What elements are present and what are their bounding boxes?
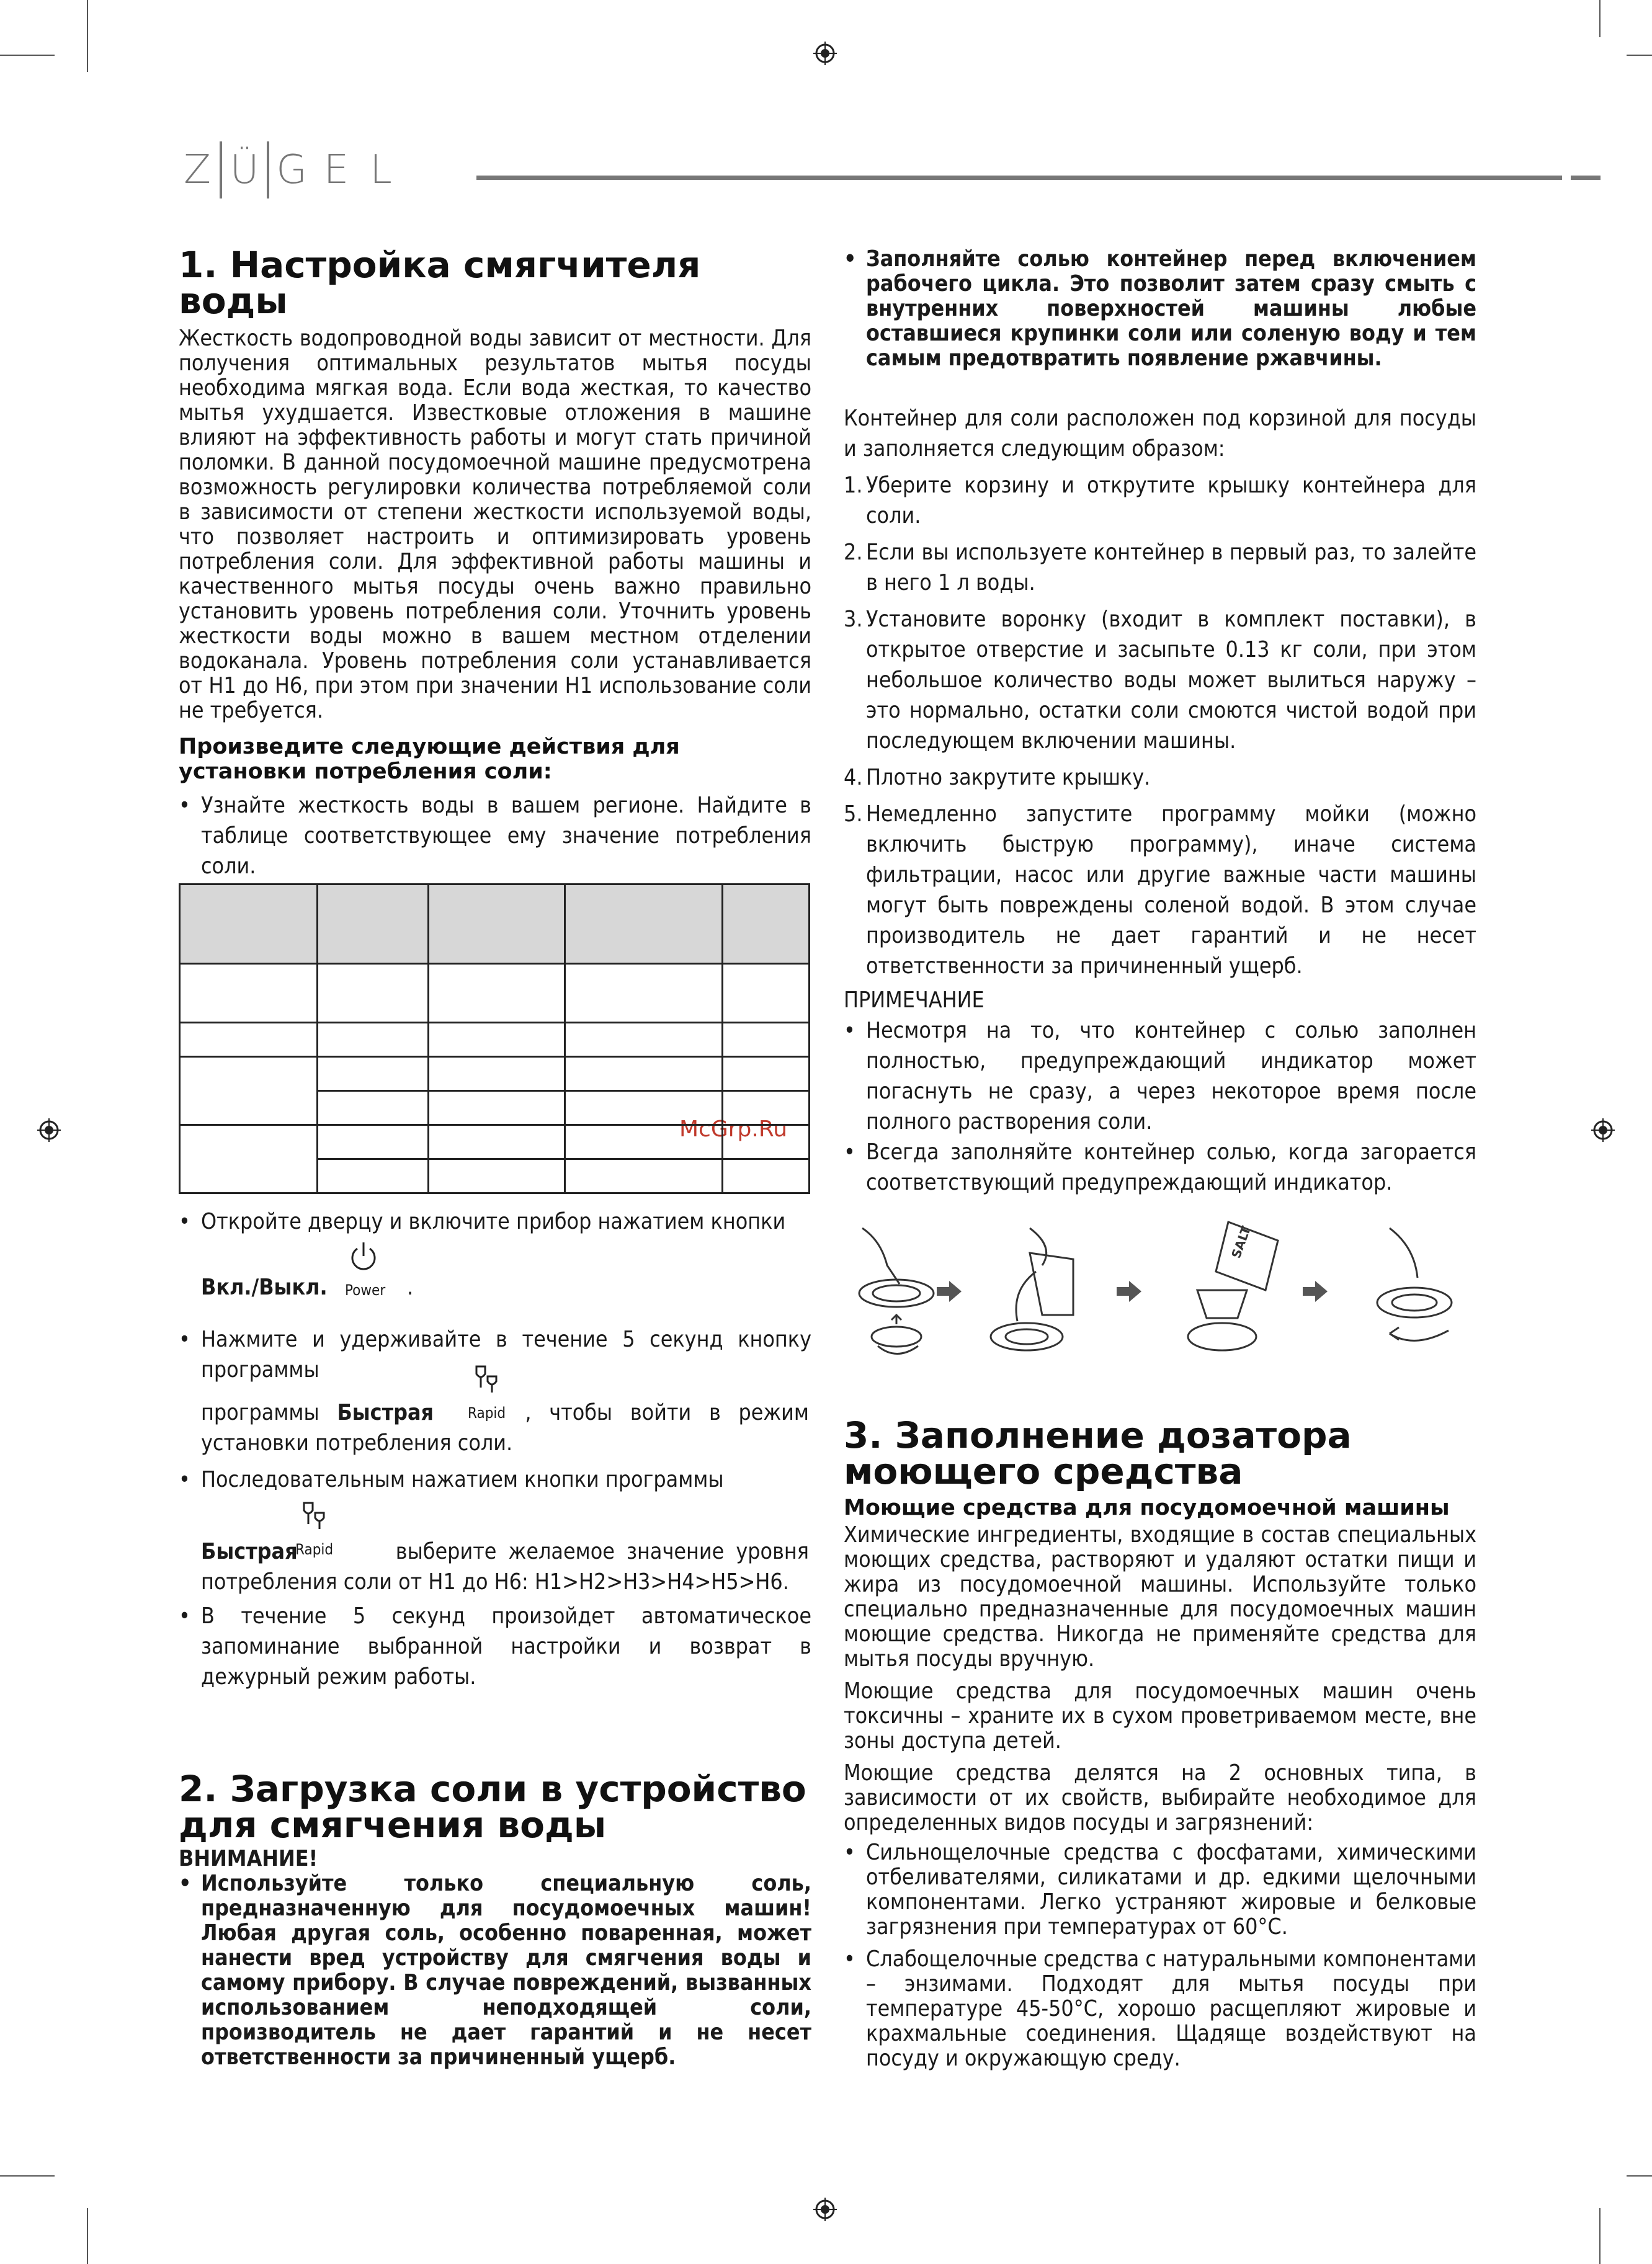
crop-mark [1599, 0, 1601, 37]
rapid-button-icon: Rapid [295, 1497, 333, 1557]
section1-intro: Жесткость водопроводной воды зависит от местности. Для получения оптимальных результатов мытья посуды необходима мягкая вода. Если вода жесткая, то качество мытья ухудшается. Известковые отложения в машине влияют на эффективность работы и могут стать причиной поломки. В данной посудомоечной машине предусмотрена возможность регулировки количества потребляемой соли в зависимости от степени жесткости используемой воды, что позволяет настроить и оптимизировать уровень потребления соли. Для эффективной работы машины и качественного мытья посуды очень важно правильно установить уровень потребления соли. Уточнить уровень жесткости воды можно в вашем местном отделении водоканала. Уровень потребления соли устанавливается от H1 до H6, при этом при значении H1 использование соли не требуется. [179, 326, 811, 723]
registration-mark-icon [813, 2198, 837, 2221]
detergent-p1: Химические ингредиенты, входящие в состав специальных моющих средства, растворяют и удаляют остатки пищи и жира из посудомоечной машины. Используйте только специально предназначенные для посудомоечных машин моющие средства. Никогда не применяйте средства для мытья посуды вручную. [844, 1522, 1476, 1672]
bullet-select-level: • Последовательным нажатием кнопки программы Rapid Быстрая выберите желаемое значение уровня потребления соли от H1 до H6: H1>H2>H3>H4>H5>H6. [179, 1464, 811, 1601]
registration-mark-icon [813, 42, 837, 65]
bullet-auto-save: • В течение 5 секунд произойдет автоматическое запоминание выбранной настройки и возврат в дежурный режим работы. [179, 1601, 811, 1692]
registration-mark-icon [37, 1118, 61, 1142]
bullet-hold-rapid: • Нажмите и удерживайте в течение 5 секунд кнопку программы Rapid программы Быстрая , чтобы войти в режим установки потребления соли. [179, 1324, 811, 1464]
salt-filling-illustration [844, 1216, 1476, 1365]
logo-letter: L [370, 147, 392, 193]
rapid-button-icon: Rapid [468, 1360, 505, 1420]
logo-letter: Ü [220, 141, 269, 198]
warning-special-salt: • Используйте только специальную соль, предназначенную для посудомоечных машин! Любая другая соль, особенно поваренная, может нанести вред устройству для смягчения воды и самому прибору. В случае повреждений, вызванных использованием неподходящей соли, производитель не дает гарантий и не несет ответственности за причиненный ущерб. [179, 1871, 811, 2070]
step-item: 3. Установите воронку (входит в комплект поставки), в открытое отверстие и засыпьте 0.13 кг соли, при этом небольшое количество воды может вылиться наружу – это нормально, остатки соли смоются чистой водой при последующем включении машины. [844, 607, 1476, 754]
salt-steps-drawing [844, 1216, 1476, 1365]
detergent-type: • Слабощелочные средства с натуральными компонентами – энзимами. Подходят для мытья посуды при температуре 45-50°С, хорошо расщепляют жировые и крахмальные соединения. Щадяще воздействуют на посуду и окружающую среду. [844, 1947, 1476, 2071]
power-icon [345, 1237, 382, 1275]
brand-logo [175, 141, 403, 198]
warning-fill-before-cycle: • Заполняйте солью контейнер перед включением рабочего цикла. Это позволит затем сразу смыть с внутренних поверхностей машины любые оставшиеся крупинки соли или соленую воду и тем самым предотвратить появление ржавчины. [844, 247, 1476, 371]
warning-label: ВНИМАНИЕ! [179, 1846, 318, 1871]
logo-letter: E [323, 147, 349, 193]
logo-letter: G [276, 147, 307, 193]
note-label: ПРИМЕЧАНИЕ [844, 987, 985, 1013]
section3-title: 3. Заполнение дозатора моющего средства [844, 1414, 1352, 1492]
detergent-p2: Моющие средства для посудомоечных машин очень токсичны – храните их в сухом проветриваемом месте, вне зоны доступа детей. [844, 1678, 1476, 1754]
section1-bullets [179, 1206, 811, 1692]
crop-mark [1627, 2175, 1652, 2177]
crop-mark [87, 0, 88, 72]
step-item: 5. Немедленно запустите программу мойки (можно включить быструю программу), иначе система фильтрации, насос или другие важные части машины могут быть повреждены соленой водой. В этом случае производитель не дает гарантий и не несет ответственности за причиненный ущерб. [844, 801, 1476, 979]
section3-subtitle: Моющие средства для посудомоечной машины [844, 1495, 1450, 1520]
salt-pack-label: SALT [1228, 1224, 1254, 1260]
step-item: 2. Если вы используете контейнер в первый раз, то залейте в него 1 л воды. [844, 540, 1476, 595]
glasses-icon [468, 1360, 505, 1397]
right-column [844, 247, 1476, 1198]
detergent-type: • Сильнощелочные средства с фосфатами, химическими отбеливателями, силикатами и др. едкими щелочными компонентами. Легко устраняют жировые и белковые загрязнения при температурах от 60°С. [844, 1840, 1476, 1940]
section3 [844, 1414, 1476, 2071]
bullet-find-hardness: • Узнайте жесткость воды в вашем регионе. Найдите в таблице соответствующее ему значение потребления соли. [179, 790, 811, 881]
note-item: • Несмотря на то, что контейнер с солью заполнен полностью, предупреждающий индикатор может погаснуть не сразу, а через некоторое время после полного растворения соли. [844, 1015, 1476, 1137]
watermark: McGrp.Ru [679, 1116, 788, 1142]
step-item: 1. Уберите корзину и открутите крышку контейнера для соли. [844, 473, 1476, 528]
crop-mark [1599, 2208, 1601, 2264]
crop-mark [0, 2175, 55, 2177]
crop-mark [87, 2208, 88, 2264]
container-intro: Контейнер для соли расположен под корзиной для посуды и заполняется следующим образом: [844, 406, 1476, 461]
section1 [179, 244, 811, 881]
hardness-table [179, 883, 810, 1194]
step-item: 4. Плотно закрутите крышку. [844, 765, 1151, 790]
registration-mark-icon [1591, 1118, 1615, 1142]
section2-start [179, 1768, 811, 2070]
note-item: • Всегда заполняйте контейнер солью, когда загорается соответствующий предупреждающий индикатор. [844, 1137, 1476, 1198]
logo-letter: Z [184, 147, 211, 193]
crop-mark [1627, 55, 1652, 56]
bullet-power-on: • Откройте дверцу и включите прибор нажатием кнопки Вкл./Выкл. Power . [179, 1206, 811, 1324]
section2-title: 2. Загрузка соли в устройство для смягчения воды [179, 1768, 806, 1846]
header-rule [476, 176, 1562, 180]
crop-mark [0, 55, 55, 56]
section1-title: 1. Настройка смягчителя воды [179, 244, 701, 322]
glasses-icon [295, 1497, 333, 1534]
steps-heading: Произведите следующие действия для установки потребления соли: [179, 734, 680, 784]
detergent-p3: Моющие средства делятся на 2 основных типа, в зависимости от их свойств, выбирайте необходимое для определенных видов посуды и загрязнений: [844, 1760, 1476, 1835]
header-rule-end [1571, 176, 1601, 180]
power-button-icon: Power [345, 1237, 382, 1298]
